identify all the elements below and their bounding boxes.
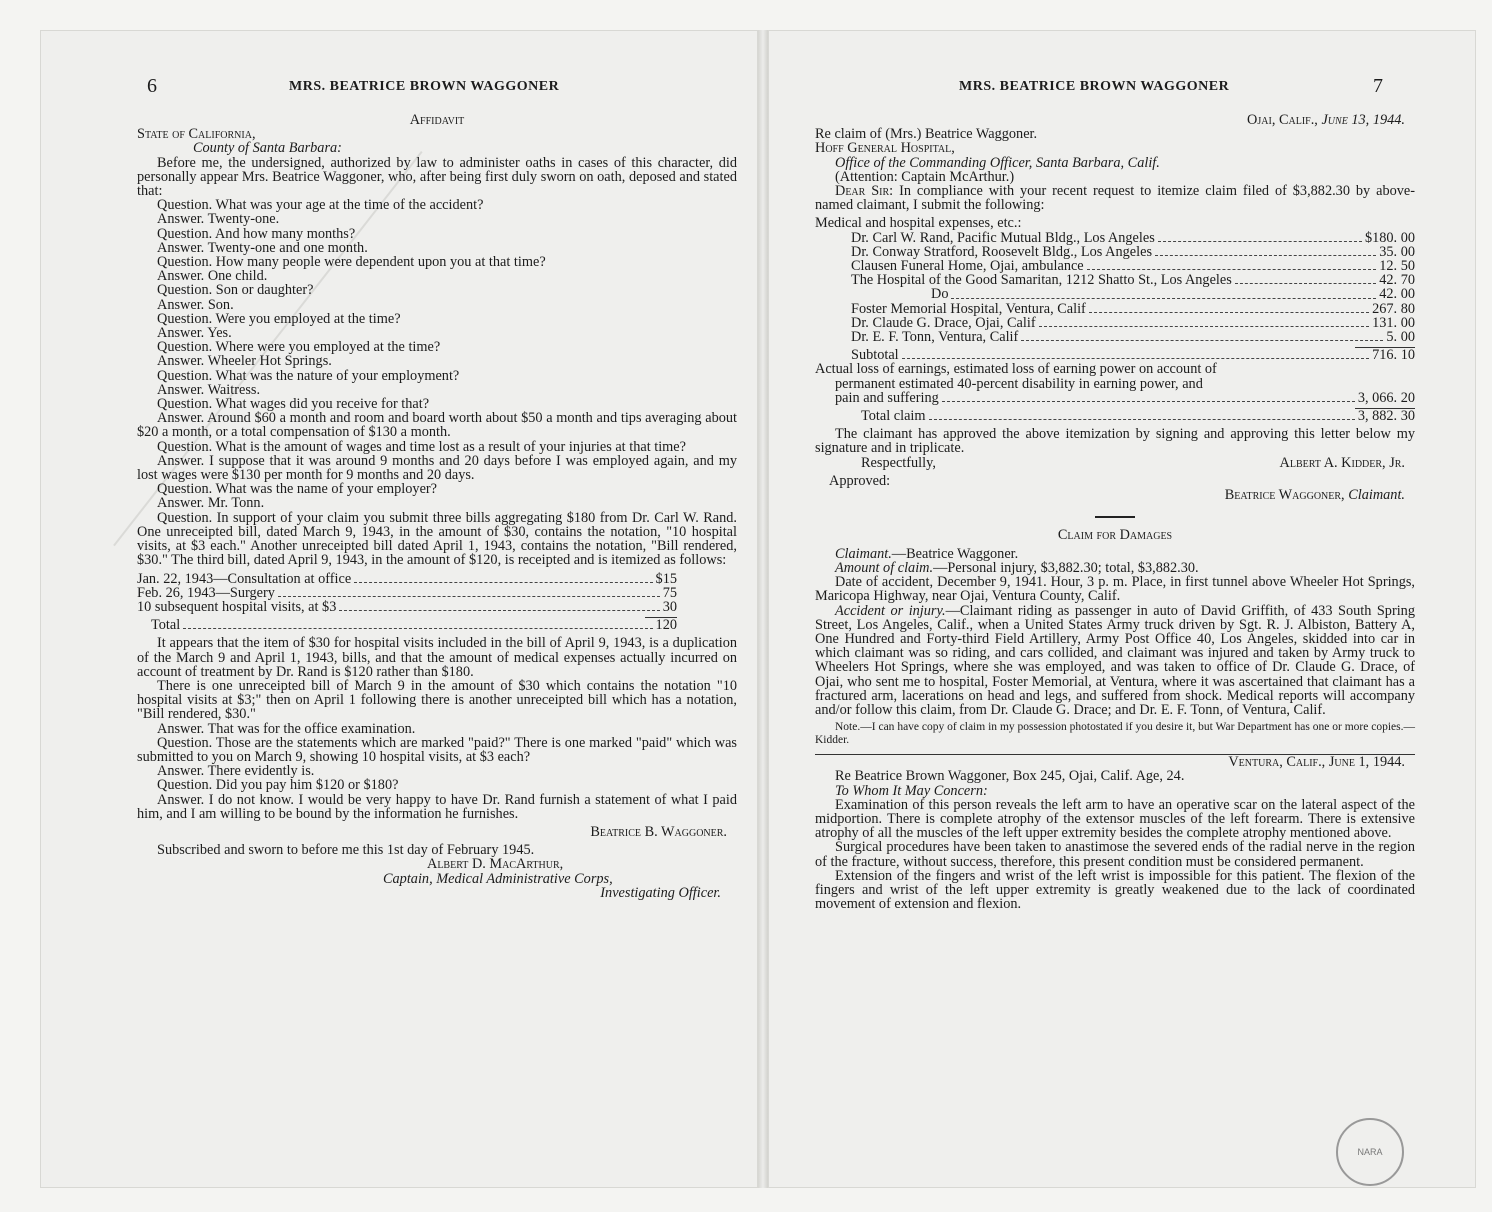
kidder-note: Note.—I can have copy of claim in my possession photostated if you desire it, but War Department has one or more copies.—Kidder. — [815, 721, 1415, 746]
exam-paragraph: Examination of this person reveals the left arm to have an operative scar on the lateral aspect of the midportion. There is complete atrophy of the extensor muscles of the left forearm. There is extensive atrophy of all the muscles of the left upper extremity besides the complete atrophy mentioned above. — [815, 796, 1415, 842]
re-ventura-line: Re Beatrice Brown Waggoner, Box 245, Ojai, Calif. Age, 24. — [835, 768, 1185, 785]
salutation-paragraph: Dear Sir: In compliance with your recent request to itemize claim filed of $3,882.30 by above-named claimant, I submit the following: — [815, 183, 1415, 214]
answer-office: Answer. That was for the office examination. — [157, 720, 416, 737]
earnings-row — [815, 391, 1415, 405]
qa-line: Answer. Wheeler Hot Springs. — [157, 353, 332, 370]
bill-total-amount: 120 — [655, 617, 677, 634]
total-claim-amount: 3, 882. 30 — [1357, 408, 1415, 425]
bill-items-table — [137, 572, 677, 615]
bill-item-amount: $15 — [655, 570, 677, 587]
bill-item-row — [137, 572, 677, 586]
qa-line: Question. Where were you employed at the time? — [157, 339, 441, 356]
expense-table — [815, 231, 1415, 345]
earnings-line-2: permanent estimated 40-percent disability in earning power, and — [835, 375, 1203, 392]
unreceipted-paragraph: There is one unreceipted bill of March 9 in the amount of $30 which contains the notation "10 hospital visits at $3;" then on April 1 following there is another unreceipted bill which has a notation, "Bill rendered, $30." — [137, 677, 737, 723]
bill-item-row — [137, 586, 677, 600]
expense-label: Foster Memorial Hospital, Ventura, Calif — [851, 300, 1086, 317]
expense-row — [815, 273, 1415, 287]
affiant-signature: Beatrice B. Waggoner. — [590, 823, 727, 840]
qa-line: Answer. Twenty-one. — [157, 211, 280, 228]
signer-name: Albert A. Kidder, Jr. — [1279, 454, 1405, 471]
expense-row — [815, 245, 1415, 259]
expense-row — [815, 287, 1415, 301]
hospital-name: Hoff General Hospital, — [815, 140, 955, 157]
question-employer: Question. What was the name of your employer? — [157, 481, 438, 498]
earnings-amount: 3, 066. 20 — [1357, 389, 1415, 406]
re-claim-line: Re claim of (Mrs.) Beatrice Waggoner. — [815, 126, 1038, 143]
stamp-text: NARA — [1357, 1147, 1383, 1157]
extension-paragraph: Extension of the fingers and wrist of the left wrist is impossible for this patient. The flexion of the fingers and wrist of the left upper extremity is greatly weakened due to the lack of coordinated movement of extension and flexion. — [815, 867, 1415, 913]
approval-paragraph: The claimant has approved the above itemization by signing and approving this letter below my signature and in triplicate. — [815, 426, 1415, 457]
letter-body — [815, 113, 1415, 911]
expense-label: The Hospital of the Good Samaritan, 1212 Shatto St., Los Angeles — [851, 272, 1232, 289]
officer-name: Albert D. MacArthur, — [427, 856, 564, 873]
answer-dontknow: Answer. I do not know. I would be very happy to have Dr. Rand furnish a statement of what I paid him, and I am willing to be bound by the information he furnishes. — [137, 791, 737, 822]
expense-row — [815, 316, 1415, 330]
dateline-ventura: Ventura, Calif., June 1, 1944. — [1228, 754, 1405, 771]
county-line: County of Santa Barbara: — [193, 140, 342, 157]
bill-item-label: Feb. 26, 1943—Surgery — [137, 584, 275, 601]
sworn-line: Subscribed and sworn to before me this 1st day of February 1945. — [157, 842, 535, 859]
expense-label: Clausen Funeral Home, Ojai, ambulance — [851, 258, 1084, 275]
subtotal-label: Subtotal — [851, 347, 899, 364]
expense-label: Dr. Claude G. Drace, Ojai, Calif — [851, 314, 1036, 331]
subtotal-amount: 716. 10 — [1372, 347, 1415, 364]
library-stamp-icon — [1336, 1118, 1404, 1186]
respectfully-line: Respectfully, — [861, 454, 936, 471]
officer-title-2: Investigating Officer. — [600, 884, 721, 901]
affidavit-body — [137, 113, 737, 900]
attention-line: (Attention: Captain McArthur.) — [835, 168, 1015, 185]
expense-row — [815, 330, 1415, 344]
answer-wages: Answer. Around $60 a month and room and board worth about $50 a month and tips averaging about $20 a month, or a total compensation of $130 a month. — [137, 410, 737, 441]
subtotal-row — [815, 348, 1415, 362]
claimant-line: Claimant.—Beatrice Waggoner. — [835, 545, 1019, 562]
question-bills: Question. In support of your claim you submit three bills aggregating $180 from Dr. Carl W. Rand. One unreceipted bill, dated March 9, 1943, in the amount of $30, contains the notation, "10 hospital visits, at $3 each." Another unreceipted bill dated April 1, 1943, contains the notation, "Bill rendered, $30." The third bill, dated April 9, 1943, in the amount of $120, is receipted and is itemized as follows: — [137, 509, 737, 569]
qa-line: Question. Son or daughter? — [157, 282, 314, 299]
qa-line: Question. And how many months? — [157, 225, 356, 242]
book-spine — [758, 30, 768, 1188]
expense-label: Do — [931, 286, 949, 303]
expense-amount: 131. 00 — [1372, 314, 1415, 331]
qa-line: Question. What was the nature of your employment? — [157, 367, 460, 384]
qa-line: Answer. Son. — [157, 296, 234, 313]
bill-item-amount: 30 — [662, 598, 677, 615]
bill-item-row — [137, 600, 677, 614]
page-number-right: 7 — [1373, 75, 1383, 97]
expense-amount: 42. 00 — [1379, 286, 1415, 303]
qa-line: Answer. One child. — [157, 268, 268, 285]
affidavit-heading: Affidavit — [409, 112, 465, 128]
expense-amount: 267. 80 — [1372, 300, 1415, 317]
claimant-signature: Beatrice Waggoner, Claimant. — [1224, 487, 1405, 504]
expense-row — [815, 231, 1415, 245]
running-head-right: MRS. BEATRICE BROWN WAGGONER — [959, 79, 1230, 94]
bill-total-label: Total — [151, 617, 181, 634]
qa-line: Question. What wages did you receive for that? — [157, 396, 430, 413]
to-whom-line: To Whom It May Concern: — [835, 782, 988, 799]
qa-line: Question. What was your age at the time of the accident? — [157, 197, 484, 214]
expense-label: Dr. Conway Stratford, Roosevelt Bldg., Los Angeles — [851, 243, 1153, 260]
claim-heading: Claim for Damages — [1057, 527, 1173, 544]
expense-row — [815, 259, 1415, 273]
expense-amount: 12. 50 — [1379, 258, 1415, 275]
intro-paragraph: Before me, the undersigned, authorized by law to administer oaths in cases of this character, did personally appear Mrs. Beatrice Waggoner, who, after being first duly sworn on oath, deposed and stated that: — [137, 154, 737, 200]
expense-amount: 5. 00 — [1386, 329, 1415, 346]
page-number-left: 6 — [147, 75, 157, 97]
total-claim-row — [815, 409, 1415, 423]
officer-title-1: Captain, Medical Administrative Corps, — [383, 870, 613, 887]
right-page — [768, 30, 1476, 1188]
duplication-paragraph: It appears that the item of $30 for hospital visits included in the bill of April 9, 1943, is a duplication of the March 9 and April 1, 1943, bills, and that the amount of medical expenses actually incurred on account of treatment by Dr. Rand is $120 rather than $180. — [137, 635, 737, 680]
qa-line: Answer. Waitress. — [157, 381, 261, 398]
earnings-line-1: Actual loss of earnings, estimated loss of earning power on account of — [815, 361, 1217, 378]
answer-employer: Answer. Mr. Tonn. — [157, 495, 265, 512]
expense-label: Dr. Carl W. Rand, Pacific Mutual Bldg., Los Angeles — [851, 229, 1155, 246]
medical-heading: Medical and hospital expenses, etc.: — [815, 215, 1022, 232]
expense-amount: $180. 00 — [1364, 229, 1415, 246]
dateline-ojai: Ojai, Calif., June 13, 1944. — [1247, 112, 1405, 128]
question-lost: Question. What is the amount of wages and time lost as a result of your injuries at that time? — [157, 438, 686, 455]
amount-line: Amount of claim.—Personal injury, $3,882.30; total, $3,882.30. — [835, 559, 1199, 576]
question-pay: Question. Did you pay him $120 or $180? — [157, 777, 399, 794]
expense-amount: 35. 00 — [1379, 243, 1415, 260]
qa-line: Question. Were you employed at the time? — [157, 310, 401, 327]
bill-item-label: Jan. 22, 1943—Consultation at office — [137, 570, 352, 587]
date-of-accident: Date of accident, December 9, 1941. Hour, 3 p. m. Place, in first tunnel above Wheeler Hot Springs, Maricopa Highway, near Ojai, Ventura County, Calif. — [815, 574, 1415, 605]
state-line: State of California, — [137, 126, 256, 143]
total-claim-label: Total claim — [861, 408, 926, 425]
bill-item-amount: 75 — [662, 584, 677, 601]
bill-total-row — [137, 618, 677, 632]
surgical-paragraph: Surgical procedures have been taken to anastimose the severed ends of the radial nerve in the region of the fracture, without success, therefore, this present condition must be considered permanent. — [815, 839, 1415, 870]
expense-label: Dr. E. F. Tonn, Ventura, Calif — [851, 329, 1019, 346]
section-divider — [1095, 516, 1135, 518]
office-line: Office of the Commanding Officer, Santa Barbara, Calif. — [835, 154, 1160, 171]
earnings-line-3: pain and suffering — [835, 389, 939, 406]
question-paid: Question. Those are the statements which are marked "paid?" There is one marked "paid" which was submitted to you on March 9, showing 10 hospital visits, at $3 each? — [137, 734, 737, 765]
qa-line: Answer. Twenty-one and one month. — [157, 239, 368, 256]
qa-line: Answer. Yes. — [157, 325, 232, 342]
qa-list — [137, 198, 737, 411]
expense-row — [815, 302, 1415, 316]
left-page — [40, 30, 758, 1188]
answer-evidently: Answer. There evidently is. — [157, 763, 315, 780]
running-head-left: MRS. BEATRICE BROWN WAGGONER — [289, 79, 560, 94]
expense-amount: 42. 70 — [1379, 272, 1415, 289]
accident-paragraph: Accident or injury.—Claimant riding as passenger in auto of David Griffith, of 433 South Spring Street, Los Angeles, Calif., when a United States Army truck driven by Sgt. R. J. Albiston, Battery A, One Hundred and Forty-third Field Artillery, Army Post Office 40, Los Angeles, skidded into car in which claimant was so riding, and cars collided, and claimant was injured and taken by Army truck to Wheelers Hot Springs, where she was employed, and was taken to office of Dr. Claude G. Drace, of Ojai, who sent me to hospital, Foster Memorial, at Ventura, where it was ascertained that claimant has a fractured arm, lacerations on head and legs, and suffered from shock. Medical reports will accompany and/or follow this claim, from Dr. Claude G. Drace; and Dr. E. F. Tonn, of Ventura, Calif. — [815, 602, 1415, 718]
approved-label: Approved: — [829, 473, 891, 490]
qa-line: Question. How many people were dependent upon you at that time? — [157, 254, 546, 271]
answer-lost: Answer. I suppose that it was around 9 months and 20 days before I was employed again, and my lost wages were $130 per month for 9 months and 20 days. — [137, 452, 737, 484]
bill-item-label: 10 subsequent hospital visits, at $3 — [137, 598, 337, 615]
